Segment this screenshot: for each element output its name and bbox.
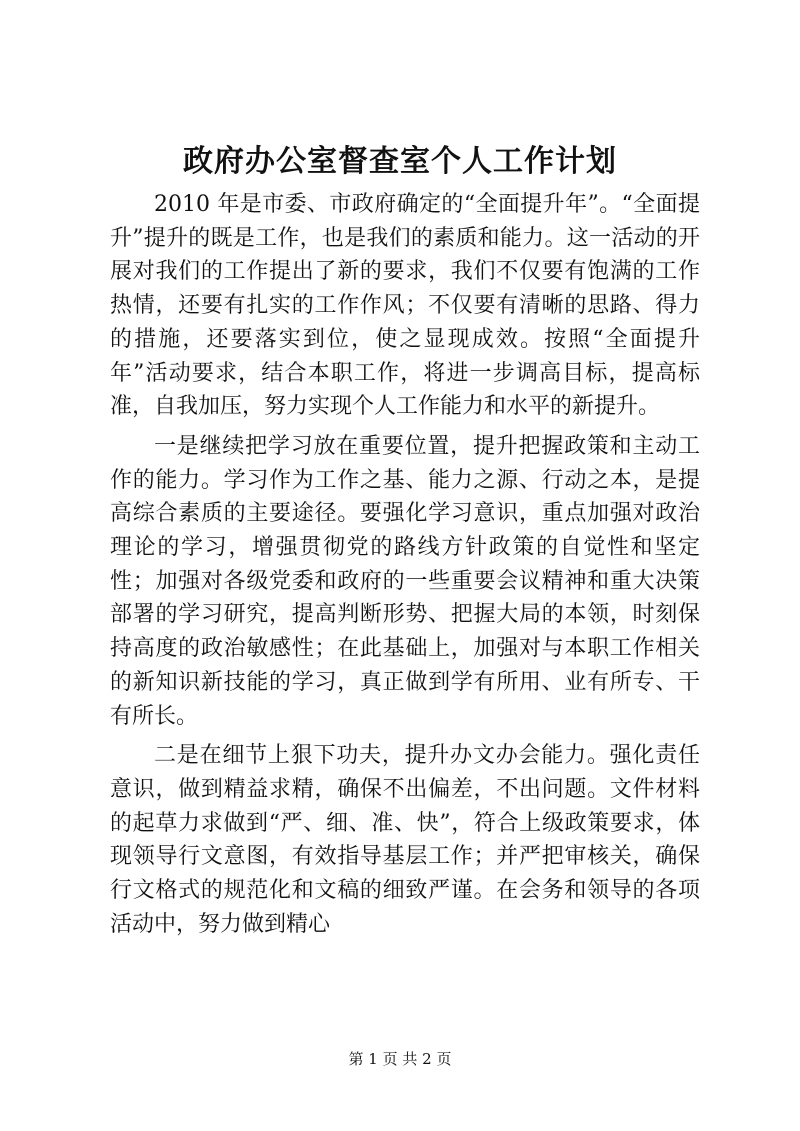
document-body bbox=[110, 188, 700, 947]
document-title: 政府办公室督查室个人工作计划 bbox=[183, 144, 617, 179]
page-footer: 第 1 页 共 2 页 bbox=[348, 1050, 452, 1068]
paragraph-details: 二是在细节上狠下功夫，提升办文办会能力。强化责任意识，做到精益求精，确保不出偏差，不出问题。文件材料的起草力求做到“严、细、准、快”，符合上级政策要求，体现领导行文意图，有效指导基层工作；并严把审核关，确保行文格式的规范化和文稿的细致严谨。在会务和领导的各项活动中，努力做到精心 bbox=[110, 743, 700, 937]
paragraph-study: 一是继续把学习放在重要位置，提升把握政策和主动工作的能力。学习作为工作之基、能力之源、行动之本，是提高综合素质的主要途径。要强化学习意识，重点加强对政治理论的学习，增强贯彻党的路线方针政策的自觉性和坚定性；加强对各级党委和政府的一些重要会议精神和重大决策部署的学习研究，提高判断形势、把握大局的本领，时刻保持高度的政治敏感性；在此基础上，加强对与本职工作相关的新知识新技能的学习，真正做到学有所用、业有所专、干有所长。 bbox=[110, 433, 700, 729]
paragraph-intro: 2010 年是市委、市政府确定的“全面提升年”。“全面提升”提升的既是工作，也是我们的素质和能力。这一活动的开展对我们的工作提出了新的要求，我们不仅要有饱满的工作热情，还要有扎实的工作作风；不仅要有清晰的思路、得力的措施，还要落实到位，使之显现成效。按照“全面提升年”活动要求，结合本职工作，将进一步调高目标，提高标准，自我加压，努力实现个人工作能力和水平的新提升。 bbox=[110, 192, 700, 420]
